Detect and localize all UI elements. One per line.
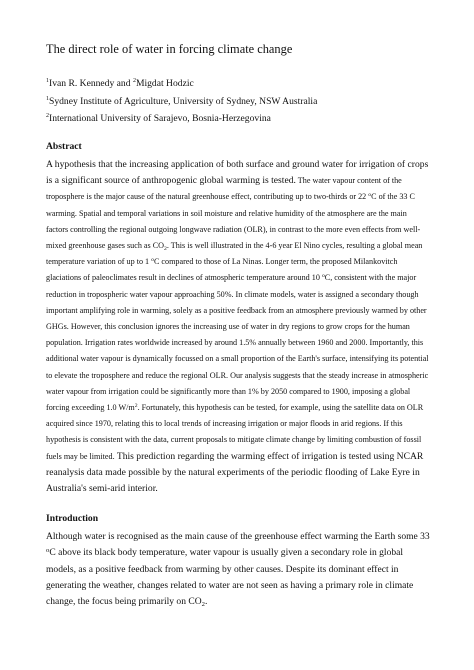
affiliation-2: [46, 113, 271, 125]
abstract-body: [46, 157, 430, 497]
abstract-text-5: C, consistent with the major reduction in tropospheric water vapour approaching 50%. In climate models, water is assigned a secondary though important amplifying role in warming, solely as a positive feedback from an atmosphere previously warmed by other GHGs. However, this conclusion ignores the increasing use of water in dry regions to grow crops for the human population. Irrigation rates worldwide increased by around 1.5% annually between 1960 and 2000. Importantly, this additional water vapour is dynamically focussed on a small proportion of the Earth's surface, intensifying its potential to elevate the troposphere and reduce the regional OLR. Our analysis suggests that the steady increase in atmospheric water vapour from irrigation could be significantly more than 1% by 2050 compared to 1900, imposing a global forcing exceeding 1.0 W/m: [46, 273, 429, 413]
affiliation-2-marker: 2: [46, 113, 49, 119]
degree-mark: o: [151, 257, 154, 264]
degree-mark: o: [368, 192, 372, 199]
abstract-tail: This prediction regarding the warming effect of irrigation is tested using NCAR reanalysis data made possible by the natural experiments of the periodic flooding of Lake Eyre in Australia's semi-arid interior.: [46, 450, 424, 495]
intro-text-2: C above its black body temperature, water vapour is usually given a secondary role in global models, as a positive feedback from warming by other causes. Despite its dominant effect in generating the weather, changes related to water are not seen as having a primary role in climate change, the focus being primarily on CO: [46, 547, 414, 608]
subscript-2: 2: [164, 246, 167, 253]
degree-mark: o: [321, 273, 325, 280]
paper-title: The direct role of water in forcing climate change: [46, 42, 293, 56]
abstract-text-1: The water vapour content of the troposphere is the major cause of the natural greenhouse effect, contributing up to two-thirds or 22: [46, 176, 402, 202]
introduction-heading: Introduction: [46, 513, 99, 524]
subscript-2: 2: [201, 601, 205, 609]
abstract-heading: Abstract: [46, 141, 82, 152]
author-1-name: Ivan R. Kennedy and: [49, 78, 133, 89]
abstract-text-4: C compared to those of La Ninas. Longer term, the proposed Milankovitch glaciations of paleoclimates result in declines of atmospheric temperature around 10: [46, 257, 398, 283]
affiliation-1-text: Sydney Institute of Agriculture, University of Sydney, NSW Australia: [49, 96, 318, 107]
intro-text-1: Although water is recognised as the main cause of the greenhouse effect warming the Earth some 33: [46, 531, 430, 542]
author-2-name: Migdat Hodzic: [135, 78, 194, 89]
author-2-marker: 2: [132, 78, 136, 84]
degree-mark: o: [46, 547, 50, 555]
author-line: [46, 78, 194, 90]
superscript-2: 2: [134, 403, 138, 410]
intro-text-3: .: [204, 596, 208, 608]
affiliation-1: [46, 96, 317, 108]
abstract-lead: A hypothesis that the increasing application of both surface and ground water for irrigation of crops is a significant source of anthropogenic global warming is tested.: [46, 159, 429, 187]
abstract-text-2: C of the 33 C warming. Spatial and temporal variations in soil moisture and relative humidity of the atmosphere are the main factors controlling the regional outgoing longwave radiation (OLR), in contrast to the more even effects from well-mixed greenhouse gases such as CO: [46, 192, 421, 251]
introduction-body: [46, 529, 430, 610]
author-1-marker: 1: [46, 78, 49, 84]
abstract-text-3: . This is well illustrated in the 4-6 year El Nino cycles, resulting a global mean temperature variation of up to 1: [46, 241, 423, 267]
affiliation-2-text: International University of Sarajevo, Bosnia-Herzegovina: [49, 113, 271, 124]
abstract-text-6: . Fortunately, this hypothesis can be tested, for example, using the satellite data on OLR acquired since 1970, relating this to local trends of increasing irrigation or major floods in arid regions. If this hypothesis is consistent with the data, current proposals to mitigate climate change by limiting combustion of fossil fuels may be limited.: [46, 403, 424, 461]
affiliation-1-marker: 1: [46, 96, 49, 102]
